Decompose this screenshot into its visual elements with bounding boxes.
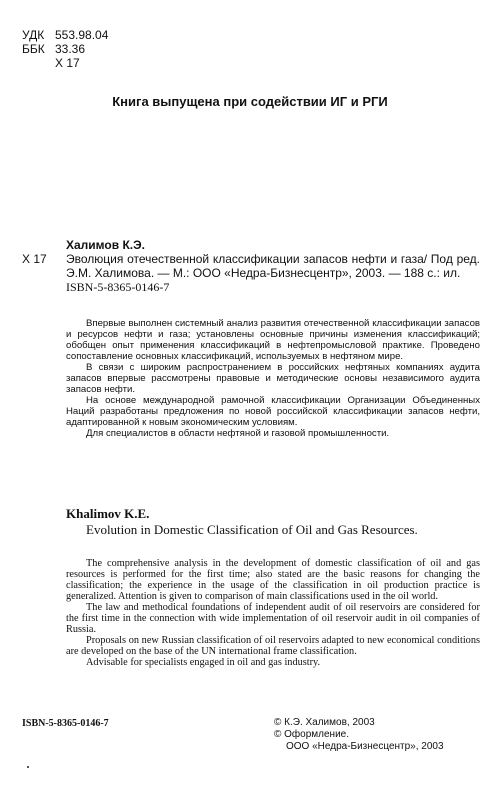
- english-abstract: [66, 558, 480, 668]
- russian-catalog-entry: [22, 238, 480, 294]
- ru-bibliographic-text: Эволюция отечественной классификации запасов нефти и газа/ Под ред. Э.М. Халимова. — М.: ООО «Недра-Бизнесцентр», 2003. — 188 с.: ил.: [66, 252, 480, 280]
- ru-abstract-paragraph: Впервые выполнен системный анализ развития отечественной классификации запасов и ресурсов нефти и газа; установлены основные причины изменения классификаций; обобщен опыт применения классификаций в нефтепромысловой практике. Проведено сопоставление основных классификаций, используемых в нефтяном мире.: [66, 318, 480, 362]
- bbk-value: 33.36: [55, 42, 86, 56]
- classification-codes: [22, 28, 108, 70]
- ru-isbn: ISBN-5-8365-0146-7: [66, 280, 170, 294]
- russian-abstract: [66, 318, 480, 439]
- bbk-label: ББК: [22, 42, 45, 56]
- copyright-org: ООО «Недра-Бизнесцентр», 2003: [286, 741, 444, 752]
- ru-abstract-paragraph: На основе международной рамочной классификации Организации Объединенных Наций разработаны предложения по новой российской классификации запасов нефти, адаптированной к новым экономическим условиям.: [66, 395, 480, 428]
- support-line: Книга выпущена при содействии ИГ и РГИ: [112, 94, 388, 109]
- ru-abstract-paragraph: Для специалистов в области нефтяной и газовой промышленности.: [86, 428, 390, 439]
- en-author: Khalimov K.E.: [66, 506, 150, 521]
- en-abstract-paragraph: The comprehensive analysis in the development of domestic classification of oil and gas resources is performed for the first time; also stated are the basic reasons for changing the classification; the experience in the usage of the classification in oil production practice is generalized. Attention is given to comparison of main classifications used in the oil world.: [66, 558, 480, 602]
- en-abstract-paragraph: The law and methodical foundations of independent audit of oil reservoirs are considered for the first time in the connection with wide implementation of oil reservoir audit in oil companies of Russia.: [66, 602, 480, 635]
- ru-author: Халимов К.Э.: [66, 238, 145, 252]
- copyright-block: [274, 717, 444, 753]
- udk-label: УДК: [22, 28, 45, 42]
- author-code: Х 17: [55, 56, 80, 70]
- footer-isbn: ISBN-5-8365-0146-7: [22, 718, 109, 729]
- copyright-author: © К.Э. Халимов, 2003: [274, 717, 375, 728]
- bbk-row: [22, 42, 108, 56]
- page-mark: [27, 766, 29, 768]
- ru-bibliographic-entry: [22, 252, 480, 280]
- en-abstract-paragraph: Advisable for specialists engaged in oil and gas industry.: [86, 657, 321, 668]
- ru-entry-code: Х 17: [22, 252, 47, 266]
- udk-row: [22, 28, 108, 42]
- en-abstract-paragraph: Proposals on new Russian classification of oil reservoirs adapted to new economical conditions are developed on the base of the UN international frame classification.: [66, 635, 480, 657]
- english-catalog-entry: [66, 506, 480, 538]
- ru-abstract-paragraph: В связи с широким распространением в российских нефтяных компаниях аудита запасов впервые рассмотрены правовые и методические основы независимого аудита запасов нефти.: [66, 362, 480, 395]
- udk-value: 553.98.04: [55, 28, 109, 42]
- en-title: Evolution in Domestic Classification of Oil and Gas Resources.: [86, 522, 418, 537]
- copyright-design: © Оформление.: [274, 729, 349, 740]
